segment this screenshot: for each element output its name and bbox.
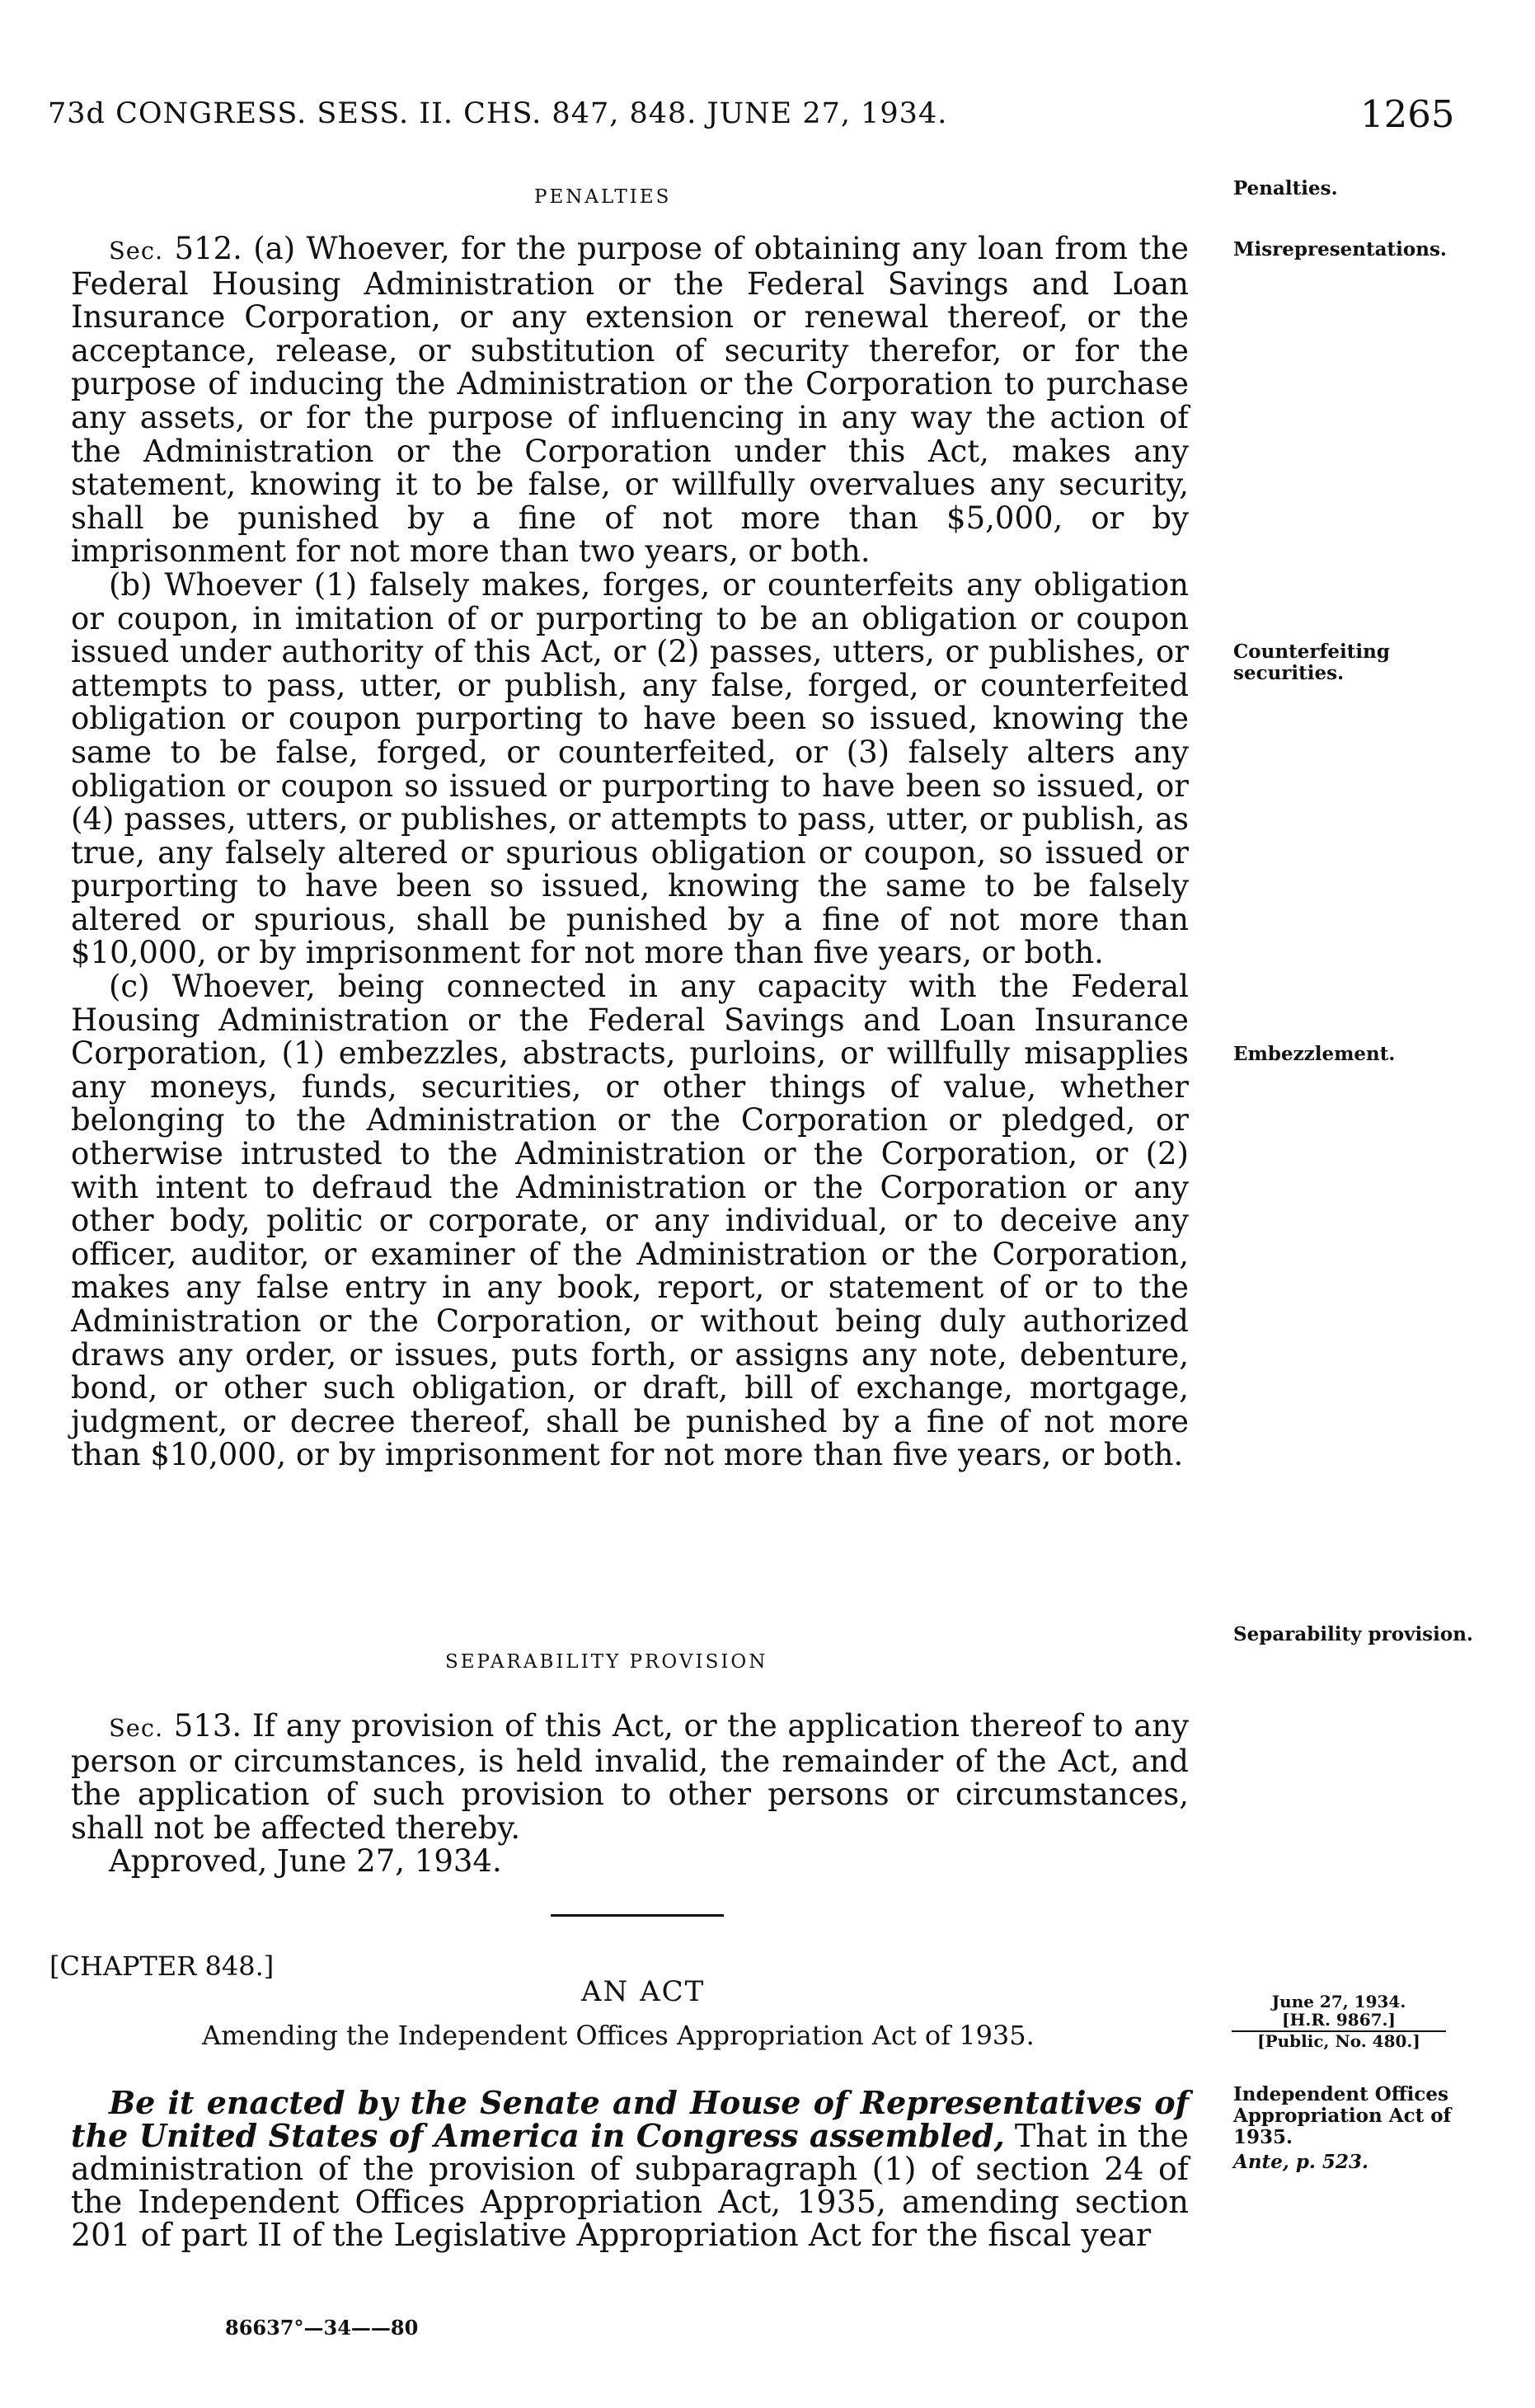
section-513-text	[71, 1710, 1189, 1845]
approved-line: Approved, June 27, 1934.	[109, 1843, 502, 1880]
section-label: Sec.	[109, 237, 164, 265]
chapter-label: [CHAPTER 848.]	[49, 1950, 275, 1982]
margin-note-independent-offices: Independent Offices Appropriation Act of 1935.	[1233, 2083, 1452, 2148]
enacting-text: That in the administration of the provision of subparagraph (1) of section 24 of the Independent Offices Appropriation Act, 1935, amending section 201 of part II of the Legislative Appropriation Act for the fiscal year	[71, 2118, 1189, 2253]
public-law-number: [Public, No. 480.]	[1232, 2030, 1446, 2050]
enacting-paragraph	[71, 2086, 1189, 2251]
act-subtitle: Amending the Independent Offices Appropriation Act of 1935.	[202, 2020, 1035, 2051]
margin-note-separability: Separability provision.	[1233, 1623, 1473, 1645]
enacting-formula: Be it enacted by the Senate and House of Representatives of the United States of America in Congress assembled,	[71, 2084, 1189, 2154]
section-513	[71, 1710, 1189, 1879]
margin-note-misrepresentations: Misrepresentations.	[1233, 238, 1447, 261]
section-512-a-text: 512. (a) Whoever, for the purpose of obtaining any loan from the Federal Housing Administration or the Federal Savings and Loan Insurance Corporation, or any extension or renewal thereof, or the acceptance, release, or substitution of security therefor, or for the purpose of inducing the Administration or the Corporation to purchase any assets, or for the purpose of influencing in any way the action of the Administration or the Corporation under this Act, makes any statement, knowing it to be false, or willfully overvalues any security, shall be punished by a fine of not more than $5,000, or by imprisonment for not more than two years, or both.	[71, 231, 1189, 570]
penalties-heading: PENALTIES	[534, 186, 672, 208]
margin-note-counterfeiting: Counterfeiting securities.	[1233, 641, 1390, 684]
act-title: AN ACT	[581, 1975, 706, 2008]
running-header: 73d CONGRESS. SESS. II. CHS. 847, 848. JUNE 27, 1934.	[48, 97, 948, 130]
margin-note-embezzlement: Embezzlement.	[1233, 1043, 1396, 1065]
bill-number: [H.R. 9867.]	[1282, 2010, 1396, 2030]
margin-note-ante: Ante, p. 523.	[1233, 2151, 1368, 2173]
separability-heading: SEPARABILITY PROVISION	[445, 1651, 768, 1673]
act-date: June 27, 1934.	[1271, 1992, 1406, 2011]
act-date-block	[1232, 1993, 1446, 2050]
section-513-body: 513. If any provision of this Act, or the application thereof to any person or circumstances, is held invalid, the remainder of the Act, and the application of such provision to other persons or circumstances, shall not be affected thereby.	[71, 1708, 1189, 1846]
section-512-b: (b) Whoever (1) falsely makes, forges, or counterfeits any obligation or coupon, in imitation of or purporting to be an obligation or coupon issued under authority of this Act, or (2) passes, utters, or publishes, or attempts to pass, utter, or publish, any false, forged, or counterfeited obligation or coupon purporting to have been so issued, knowing the same to be false, forged, or counterfeited, or (3) falsely alters any obligation or coupon so issued or purporting to have been so issued, or (4) passes, utters, or publishes, or attempts to pass, utter, or publish, as true, any falsely altered or spurious obligation or coupon, so issued or purporting to have been so issued, knowing the same to be falsely altered or spurious, shall be punished by a fine of not more than $10,000, or by imprisonment for not more than five years, or both.	[71, 566, 1189, 971]
margin-note-penalties: Penalties.	[1233, 177, 1338, 199]
section-label: Sec.	[109, 1714, 164, 1742]
section-512-c: (c) Whoever, being connected in any capacity with the Federal Housing Administration or the Federal Savings and Loan Insurance Corporation, (1) embezzles, abstracts, purloins, or willfully misapplies any moneys, funds, securities, or other things of value, whether belonging to the Administration or the Corporation or pledged, or otherwise intrusted to the Administration or the Corporation, or (2) with intent to defraud the Administration or the Corporation or any other body, politic or corporate, or any individual, or to deceive any officer, auditor, or examiner of the Administration or the Corporation, makes any false entry in any book, report, or statement of or to the Administration or the Corporation, or without being duly authorized draws any order, or issues, puts forth, or assigns any note, debenture, bond, or other such obligation, or draft, bill of exchange, mortgage, judgment, or decree thereof, shall be punished by a fine of not more than $10,000, or by imprisonment for not more than five years, or both.	[71, 969, 1189, 1473]
printer-signature: 86637°—34——80	[225, 2316, 419, 2340]
section-512-a	[71, 232, 1189, 569]
page-number: 1265	[1360, 92, 1455, 136]
section-512	[71, 232, 1189, 1472]
enacting-clause	[71, 2086, 1189, 2251]
section-divider	[551, 1914, 724, 1917]
